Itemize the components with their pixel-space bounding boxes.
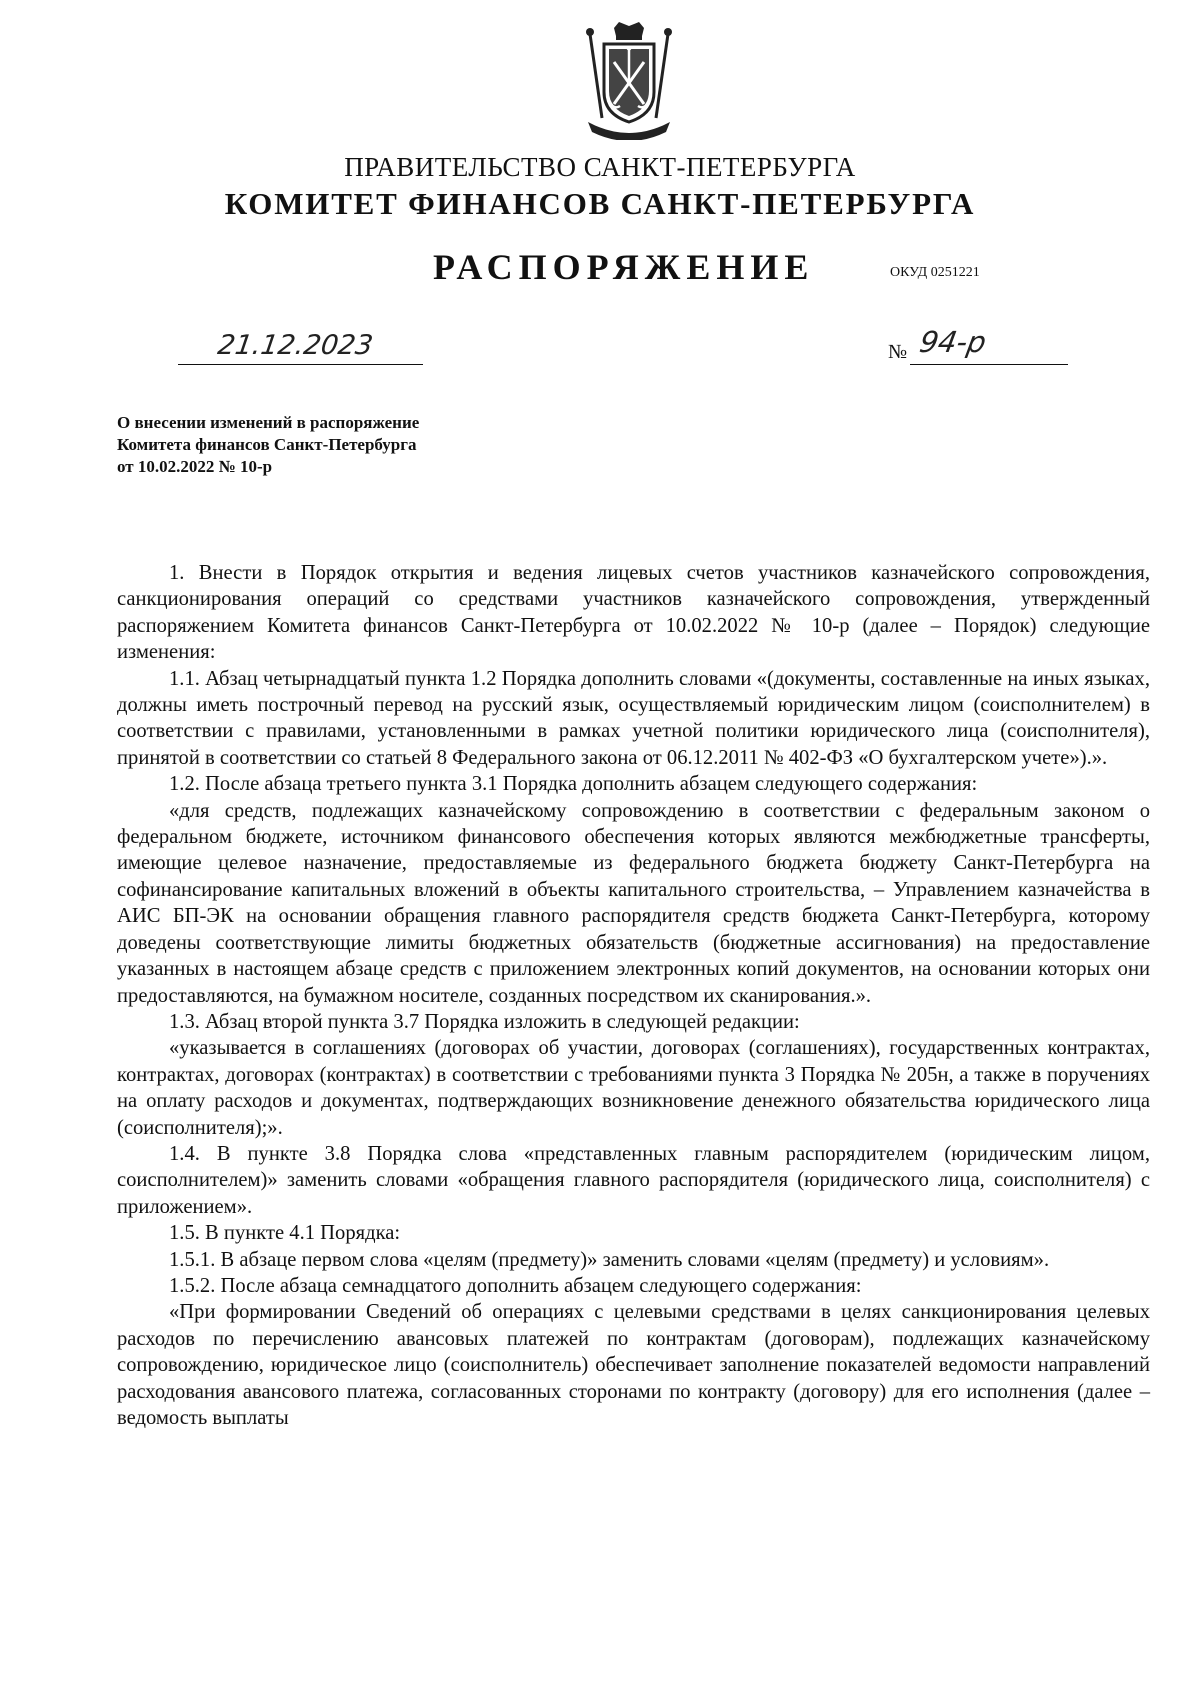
body-paragraph: 1.5. В пункте 4.1 Порядка:: [169, 1222, 401, 1245]
document-type: РАСПОРЯЖЕНИЕ: [433, 247, 815, 287]
subject-line: О внесении изменений в распоряжение: [117, 413, 420, 432]
body-paragraph: 1.5.2. После абзаца семнадцатого дополнить абзацем следующего содержания:: [169, 1274, 862, 1297]
body-paragraph: 1.4. В пункте 3.8 Порядка слова «представленных главным распорядителем (юридическим лицом, соисполнителем)» заменить словами «обращения главного распорядителя (юридического лица, соисполнителя) с приложением».: [117, 1142, 1150, 1218]
coat-of-arms-icon: [574, 22, 684, 140]
government-name: ПРАВИТЕЛЬСТВО САНКТ-ПЕТЕРБУРГА: [344, 152, 856, 182]
body-paragraph: «При формировании Сведений об операциях с целевыми средствами в целях санкционирования целевых расходов по перечислению авансовых платежей по контрактам (договорам), подлежащих казначейскому сопровождению, юридическое лицо (соисполнитель) обеспечивает заполнение показателей ведомости направлений расходования авансового платежа, согласованных сторонами по контракту (договору) для его исполнения (далее – ведомость выплаты: [117, 1301, 1150, 1429]
document-body: [117, 560, 1150, 1431]
document-subject: [117, 412, 419, 478]
subject-line: Комитета финансов Санкт-Петербурга: [117, 435, 417, 454]
body-paragraph: 1.5.1. В абзаце первом слова «целям (предмету)» заменить словами «целям (предмету) и условиям».: [169, 1248, 1050, 1271]
number-label: №: [888, 341, 908, 363]
okud-code: ОКУД 0251221: [890, 265, 980, 280]
document-date: 21.12.2023: [215, 330, 375, 361]
subject-line: от 10.02.2022 № 10-р: [117, 457, 273, 476]
body-paragraph: 1.3. Абзац второй пункта 3.7 Порядка изложить в следующей редакции:: [169, 1010, 800, 1033]
committee-name: КОМИТЕТ ФИНАНСОВ САНКТ-ПЕТЕРБУРГА: [224, 186, 976, 221]
body-paragraph: 1.1. Абзац четырнадцатый пункта 1.2 Порядка дополнить словами «(документы, составленные на иных языках, должны иметь построчный перевод на русский язык, осуществляемый юридическим лицом (соисполнителем) в соответствии с правилами, установленными в рамках учетной политики юридического лица (соисполнителя), принятой в соответствии со статьей 8 Федерального закона от 06.12.2011 № 402-ФЗ «О бухгалтерском учете»).».: [117, 667, 1150, 769]
body-paragraph: «указывается в соглашениях (договорах об участии, договорах (соглашениях), государственных контрактах, контрактах, договорах (контрактах) в соответствии с требованиями пункта 3 Порядка № 205н, а также в поручениях на оплату расходов и документах, подтверждающих возникновение денежного обязательства юридического лица (соисполнителя);».: [117, 1037, 1150, 1139]
body-paragraph: 1. Внести в Порядок открытия и ведения лицевых счетов участников казначейского сопровождения, санкционирования операций со средствами участников казначейского сопровождения, утвержденный распоряжением Комитета финансов Санкт-Петербурга от 10.02.2022 № 10-р (далее – Порядок) следующие изменения:: [117, 562, 1150, 664]
body-paragraph: «для средств, подлежащих казначейскому сопровождению в соответствии с федеральным законом о федеральном бюджете, источником финансового обеспечения которых являются межбюджетные трансферты, имеющие целевое назначение, предоставляемые из федерального бюджета бюджету Санкт-Петербурга на софинансирование капитальных вложений в объекты капитального строительства, – Управлением казначейства в АИС БП-ЭК на основании обращения главного распорядителя средств бюджета Санкт-Петербурга, которому доведены соответствующие лимиты бюджетных обязательств (бюджетные ассигнования) на предоставление указанных в настоящем абзаце средств с приложением электронных копий документов, на основании которых они предоставляются, на бумажном носителе, созданных посредством их сканирования.».: [117, 799, 1150, 1007]
document-number: 94-р: [917, 325, 989, 359]
body-paragraph: 1.2. После абзаца третьего пункта 3.1 Порядка дополнить абзацем следующего содержания:: [169, 773, 978, 796]
